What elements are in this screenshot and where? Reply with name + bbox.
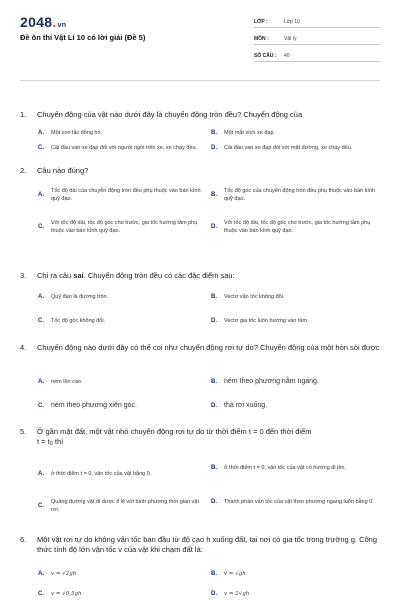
meta-label: LỚP : <box>254 19 268 25</box>
meta-label: SỐ CÂU : <box>254 53 277 59</box>
option-d[interactable] <box>211 402 380 410</box>
question-number: 5. <box>20 427 27 436</box>
option-text: Với tốc độ dài, tốc độ góc cho trước, gia tốc hướng tâm phụ thuộc vào bán kính quỹ đạo. <box>51 220 198 234</box>
option-text: Vectơ vận tốc không đổi. <box>224 294 285 300</box>
meta-value: 40 <box>284 53 290 59</box>
option-text: Thành phần vận tốc của vật theo phương ngang luôn bằng 0. <box>224 499 374 505</box>
question-number: 1. <box>20 110 27 119</box>
option-d[interactable] <box>211 144 380 152</box>
option-key: A. <box>38 294 44 300</box>
option-text: Tốc độ góc của chuyển động tròn đều phụ thuộc vào bán kính quỹ đạo. <box>224 188 376 202</box>
option-key: C. <box>38 224 44 230</box>
option-text: ném theo phương nằm ngang. <box>224 378 319 385</box>
option-a[interactable] <box>38 378 208 386</box>
option-text: Một mắt xích xe đạp. <box>224 130 276 136</box>
question-number: 2. <box>20 166 27 175</box>
option-a[interactable] <box>38 129 198 137</box>
document-header <box>0 0 400 72</box>
logo-dot: . <box>52 14 57 30</box>
option-key: B. <box>211 571 217 577</box>
option-text: Cái đầu van xe đạp đối với mặt đường, xe chạy đều. <box>224 145 353 151</box>
option-key: C. <box>38 503 44 509</box>
option-key: B. <box>211 192 217 198</box>
option-key: A. <box>38 379 44 385</box>
option-b[interactable] <box>211 464 380 472</box>
question-number: 6. <box>20 535 27 544</box>
option-key: A. <box>38 471 44 477</box>
option-key: A. <box>38 192 44 198</box>
question-number: 4. <box>20 343 27 352</box>
question-text: Ở gần mặt đất, một vật nhỏ chuyển động rơi tự do từ thời điểm t = 0 đến thời điểm $t = t_0$ thì <box>37 427 312 447</box>
option-b[interactable] <box>211 187 380 203</box>
meta-value: Lớp 10 <box>284 19 300 25</box>
option-c[interactable] <box>38 219 210 235</box>
option-key: B. <box>211 294 217 300</box>
option-key: D. <box>211 224 217 230</box>
question-number: 3. <box>20 271 27 280</box>
option-d[interactable] <box>211 317 380 325</box>
option-key: D. <box>211 145 217 151</box>
option-text: ném lên cao. <box>51 379 83 385</box>
option-a[interactable] <box>38 470 208 478</box>
option-text: Một con lắc đồng hồ. <box>51 130 103 136</box>
option-key: C. <box>38 318 44 324</box>
option-text: thả rơi xuống. <box>224 402 268 409</box>
option-key: C. <box>38 403 44 409</box>
meta-value: Vật lý <box>284 36 297 42</box>
document-title: Đề ôn thi Vật Lí 10 có lời giải (Đề 5) <box>20 33 146 42</box>
option-c[interactable] <box>38 498 208 514</box>
option-key: A. <box>38 130 44 136</box>
option-text: Vectơ gia tốc luôn hướng vào tâm. <box>224 318 309 324</box>
meta-class <box>254 14 380 28</box>
question-text: Chuyển động của vật nào dưới đây là chuyển động tròn đều? Chuyển động của <box>37 110 303 119</box>
meta-count <box>254 48 380 62</box>
option-key: D. <box>211 403 217 409</box>
option-key: B. <box>211 379 217 385</box>
option-text: Quãng đường vật đi được tỉ lệ với bình phương thời gian vật rơi. <box>51 499 200 513</box>
option-d[interactable] <box>211 498 380 506</box>
option-key: A. <box>38 571 44 577</box>
option-key: D. <box>211 499 217 505</box>
question-2 <box>20 166 380 176</box>
option-a[interactable] <box>38 293 208 301</box>
option-key: C. <box>38 591 44 597</box>
option-text: ở thời điểm t = 0, vận tốc của vật có hướng đi lên. <box>224 465 346 471</box>
emphasis-text: sai <box>73 271 84 280</box>
option-c[interactable] <box>38 317 208 325</box>
option-key: D. <box>211 591 217 597</box>
option-a[interactable] <box>38 570 208 578</box>
option-formula: v = 2√gh <box>224 591 250 597</box>
question-text: Chuyển động nào dưới đây có thể coi như chuyển động rơi tự do? Chuyển động của một hòn sỏi được <box>37 343 380 352</box>
option-key: C. <box>38 145 44 151</box>
option-key: B. <box>211 130 217 136</box>
question-4 <box>20 343 380 353</box>
option-key: D. <box>211 318 217 324</box>
logo-main: 2048 <box>20 14 53 30</box>
option-b[interactable] <box>211 293 380 301</box>
option-c[interactable] <box>38 144 208 152</box>
question-text: Một vật rơi tự do không vận tốc ban đầu từ độ cao h xuống đất, tại nơi có gia tốc trọng trường g. Công thức tính độ lớn vận tốc v của vật khi chạm đất là: <box>37 535 378 554</box>
option-formula: v = √2gh <box>51 571 77 577</box>
option-text: Tốc độ góc không đổi. <box>51 318 106 324</box>
meta-label: MÔN : <box>254 36 269 42</box>
option-text: Quỹ đạo là đường tròn. <box>51 294 109 300</box>
option-b[interactable] <box>211 570 380 578</box>
option-text: Với tốc độ dài, tốc độ góc cho trước, gia tốc hướng tâm phụ thuộc vào bán kính quỹ đạo. <box>224 220 371 234</box>
option-d[interactable] <box>211 219 380 235</box>
header-divider <box>20 80 380 81</box>
site-logo[interactable] <box>20 14 66 30</box>
question-5 <box>20 427 380 449</box>
option-text: Tốc độ dài của chuyển động tròn đều phụ thuộc vào bán kính quỹ đạo. <box>51 188 201 202</box>
option-c[interactable] <box>38 402 208 410</box>
option-c[interactable] <box>38 590 208 598</box>
question-text: Câu nào đúng? <box>37 166 89 175</box>
question-text: Chỉ ra câu sai. Chuyển động tròn đều có các đặc điểm sau: <box>37 271 235 280</box>
option-b[interactable] <box>211 378 380 386</box>
option-text: Cái đầu van xe đạp đối với người ngồi trên xe, xe chạy đều. <box>51 145 198 151</box>
meta-subject <box>254 31 380 45</box>
question-3 <box>20 271 380 281</box>
option-text: ở thời điểm t = 0, vận tốc của vật bằng 0. <box>51 471 152 477</box>
option-key: B. <box>211 465 217 471</box>
option-formula: v = √0,5gh <box>51 591 82 597</box>
option-a[interactable] <box>38 187 208 203</box>
logo-tld: vn <box>57 22 67 29</box>
option-d[interactable] <box>211 590 380 598</box>
option-text: ném theo phương xiên góc. <box>51 402 137 409</box>
option-b[interactable] <box>211 129 380 137</box>
question-1 <box>20 110 380 120</box>
option-formula: v = √gh <box>224 571 246 577</box>
question-6 <box>20 535 380 555</box>
